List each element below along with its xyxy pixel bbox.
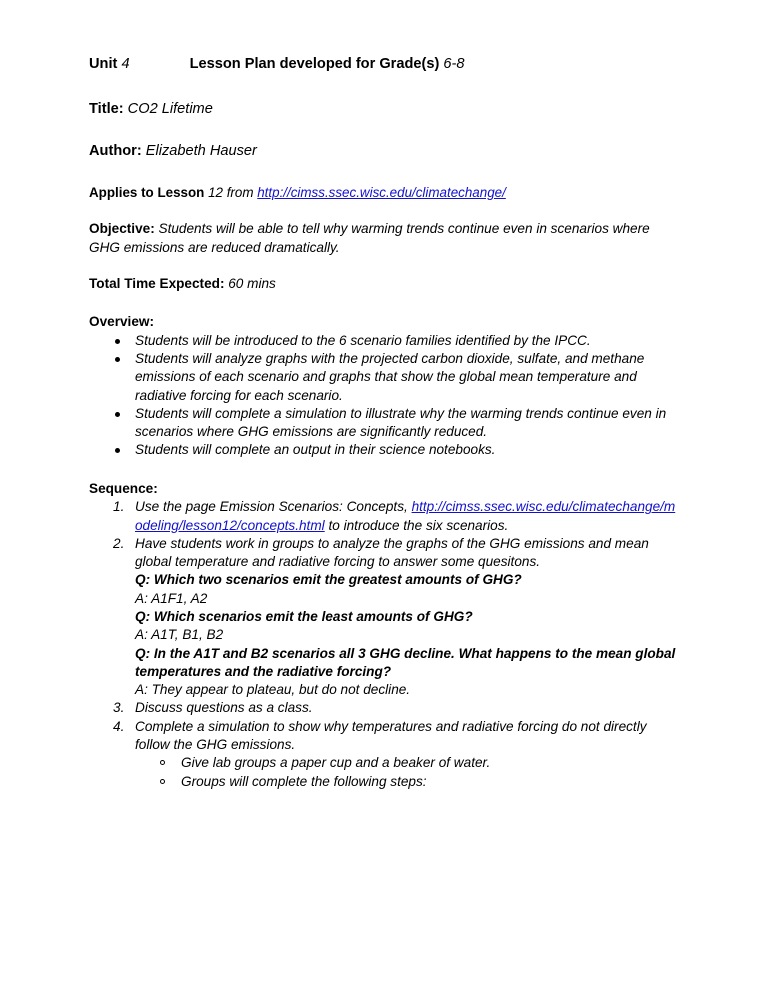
objective-line xyxy=(89,220,678,257)
sequence-item-4-sublist xyxy=(135,754,678,791)
grades-value: 6-8 xyxy=(443,56,465,72)
author-value: Elizabeth Hauser xyxy=(145,142,257,159)
unit-label: Unit xyxy=(89,56,118,72)
document-body xyxy=(89,56,678,791)
list-item: Students will complete a simulation to illustrate why the warming trends continue even in scenarios where GHG emissions are significantly reduced. xyxy=(89,405,678,442)
list-item: Discuss questions as a class. xyxy=(135,700,313,716)
title-value: CO2 Lifetime xyxy=(127,100,213,117)
sequence-item-2-lead: Have students work in groups to analyze the graphs of the GHG emissions and mean global temperature and radiative forcing to answer some quesitons. xyxy=(135,535,649,570)
document-header-line xyxy=(89,56,678,74)
objective-value: Students will be able to tell why warming trends continue even in scenarios where GHG emissions are reduced dramatically. xyxy=(89,221,650,255)
list-item xyxy=(89,535,678,700)
author-label: Author: xyxy=(89,142,142,159)
lesson-plan-label: Lesson Plan developed for Grade(s) xyxy=(189,56,440,72)
sequence-item-1-tail: to introduce the six scenarios. xyxy=(328,517,509,533)
sequence-item-1-lead: Use the page Emission Scenarios: Concepts, xyxy=(135,499,408,515)
applies-to-from-word: from xyxy=(226,184,254,200)
answer-3: A: They appear to plateau, but do not decline. xyxy=(135,682,411,698)
list-item xyxy=(89,498,678,535)
author-line xyxy=(89,142,678,160)
unit-value: 4 xyxy=(121,56,130,72)
answer-1: A: A1F1, A2 xyxy=(135,590,208,606)
list-item: Students will complete an output in their science notebooks. xyxy=(89,441,678,459)
title-label: Title: xyxy=(89,100,124,117)
applies-to-lesson-line xyxy=(89,184,678,201)
applies-to-lesson-number: 12 xyxy=(208,184,223,200)
total-time-value: 60 mins xyxy=(228,276,276,292)
total-time-label: Total Time Expected: xyxy=(89,276,225,292)
concepts-page-link[interactable]: http://cimss.ssec.wisc.edu/climatechange/modeling/lesson12/concepts.html xyxy=(135,499,676,533)
total-time-line xyxy=(89,275,678,293)
question-3: Q: In the A1T and B2 scenarios all 3 GHG decline. What happens to the mean global temperatures and the radiative forcing? xyxy=(135,645,676,679)
sequence-heading: Sequence: xyxy=(89,480,158,496)
sequence-list xyxy=(89,498,678,791)
answer-2: A: A1T, B1, B2 xyxy=(135,627,224,643)
title-line xyxy=(89,100,678,118)
list-item: Students will be introduced to the 6 scenario families identified by the IPCC. xyxy=(89,332,678,350)
applies-to-label: Applies to Lesson xyxy=(89,184,205,200)
course-site-link[interactable]: http://cimss.ssec.wisc.edu/climatechange/ xyxy=(257,184,506,200)
overview-list xyxy=(89,332,678,460)
list-item: Students will analyze graphs with the projected carbon dioxide, sulfate, and methane emissions of each scenario and graphs that show the global mean temperature and radiative forcing for each scenario. xyxy=(89,350,678,405)
overview-heading: Overview: xyxy=(89,314,154,330)
objective-label: Objective: xyxy=(89,221,155,237)
sequence-item-4-lead: Complete a simulation to show why temperatures and radiative forcing do not directly follow the GHG emissions. xyxy=(135,718,647,752)
question-1: Q: Which two scenarios emit the greatest amounts of GHG? xyxy=(135,572,522,588)
list-item xyxy=(89,718,678,791)
list-item: Groups will complete the following steps: xyxy=(135,773,678,791)
question-2: Q: Which scenarios emit the least amounts of GHG? xyxy=(135,609,473,625)
list-item: Give lab groups a paper cup and a beaker of water. xyxy=(135,754,678,772)
